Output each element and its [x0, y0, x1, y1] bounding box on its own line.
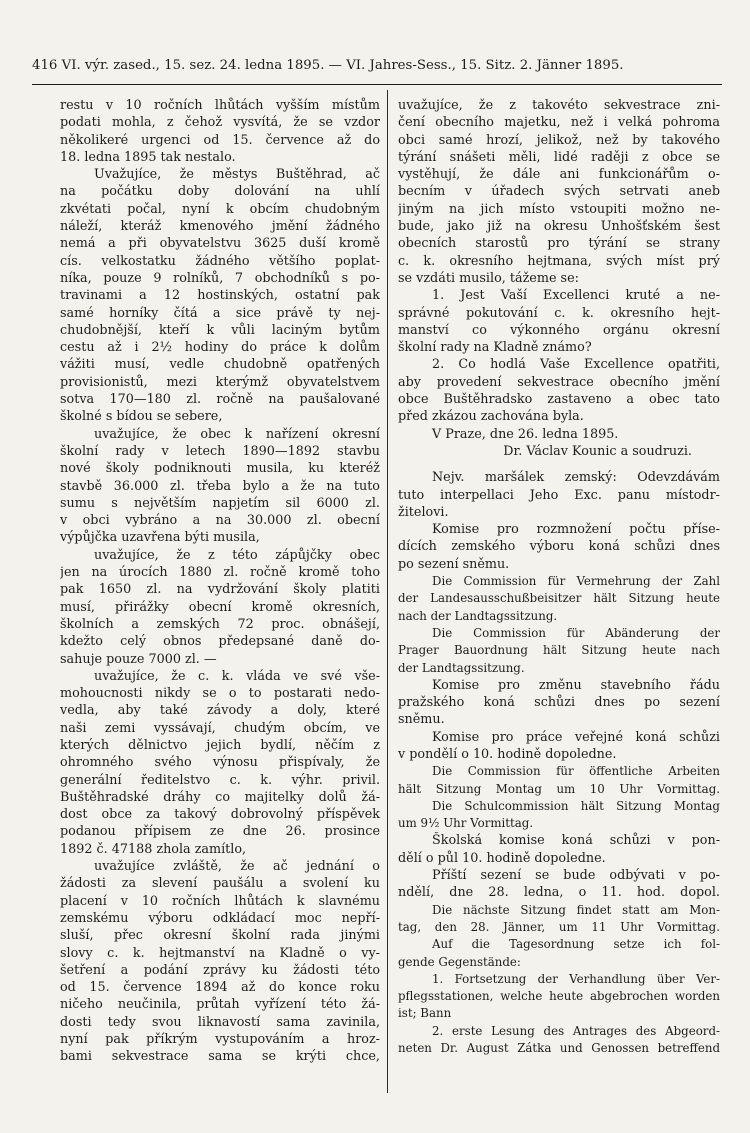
text-line: šetření a podání zprávy ku žádosti této	[60, 962, 380, 978]
text-line: školní rady v letech 1890—1892 stavbu	[60, 443, 380, 459]
text-line: Dr. Václav Kounic a soudruzi.	[503, 443, 692, 459]
text-line: ničeho neučinila, průtah vyřízení této žá-	[60, 997, 380, 1013]
text-line: v obci vybráno a na 30.000 zl. obecní	[60, 513, 380, 529]
text-line: dost obce za takový dobrovolný příspěvek	[60, 807, 380, 823]
text-line: žitelovi.	[398, 504, 449, 520]
text-line: obce Buštěhradsko zastaveno a obec tato	[398, 392, 720, 408]
text-line: od 15. července 1894 až do konce roku	[60, 980, 380, 996]
text-line: sotva 170—180 zl. ročně na paušalované	[60, 392, 380, 408]
header-title: VI. výr. zased., 15. sez. 24. ledna 1895. — VI. Jahres-Sess., 15. Sitz. 2. Jänner 1895.	[61, 58, 624, 73]
text-line: uvažujíce, že z takovéto sekvestrace zni-	[398, 98, 720, 113]
text-line: travinami a 12 hostinských, ostatní pak	[60, 288, 380, 304]
text-line: samé horníky čítá a sice právě ty nej-	[60, 305, 380, 321]
text-line: ist; Bann	[398, 1006, 452, 1021]
text-line: jiným na jich místo vstoupiti možno ne-	[398, 201, 720, 217]
text-line: slovy c. k. hejtmanství na Kladně o vy-	[60, 945, 380, 961]
text-line: žádosti za slevení paušálu a svolení ku	[60, 876, 380, 892]
text-line: se vzdáti musilo, tážeme se:	[398, 270, 579, 286]
text-line: Die Commission für öffentliche Arbeiten	[432, 764, 720, 779]
text-line: Komise pro práce veřejné koná schůzi	[432, 729, 720, 745]
text-line: sumu s největším napjetím sil 6000 zl.	[60, 495, 380, 511]
text-line: musí, přirážky obecní kromě okresních,	[60, 599, 380, 615]
text-line: náleží, kteráž kmenového jmění žádného	[60, 219, 380, 235]
text-line: vážiti musí, vedle chudobně opatřených	[60, 357, 380, 373]
text-line: níka, pouze 9 rolníků, 7 obchodníků s po-	[60, 270, 380, 286]
text-line: provisionistů, mezi kterýmž obyvatelstvem	[60, 374, 380, 390]
text-line: zkvétati počal, nyní k obcím chudobným	[60, 201, 380, 217]
column-divider	[387, 90, 388, 1093]
text-line: der Landesausschußbeisitzer hält Sitzung heute	[398, 591, 720, 606]
text-line: podati mohla, z čehož vysvítá, že se vzdor	[60, 115, 380, 131]
text-line: školní rady na Kladně známo?	[398, 340, 592, 356]
text-line: kterých dělnictvo jejich bydlí, něčím z	[60, 737, 380, 753]
text-line: c. k. okresního hejtmana, svých míst prý	[398, 253, 720, 269]
text-line: cís. velkostatku žádného většího poplat-	[60, 253, 380, 269]
text-line: sněmu.	[398, 712, 445, 728]
text-line: Komise pro rozmnožení počtu příse-	[432, 522, 720, 538]
text-line: mohoucnosti nikdy se o to postarati nedo-	[60, 686, 380, 702]
text-line: Die Schulcommission hält Sitzung Montag	[432, 798, 720, 813]
page-header	[32, 58, 722, 73]
text-line: jen na úrocích 1880 zl. ročně kromě toho	[60, 565, 380, 581]
text-line: Uvažujíce, že městys Buštěhrad, ač	[94, 167, 380, 183]
text-line: restu v 10 ročních lhůtách vyšším místům	[60, 98, 380, 113]
text-line: před zkázou zachována byla.	[398, 409, 584, 425]
text-line: 18. ledna 1895 tak nestalo.	[60, 149, 236, 165]
text-line: Die Commission für Vermehrung der Zahl	[432, 574, 720, 589]
text-line: tag, den 28. Jänner, um 11 Uhr Vormittag.	[398, 919, 720, 934]
text-line: Die nächste Sitzung findet statt am Mon-	[432, 902, 720, 917]
text-line: vedla, aby také závody a doly, které	[60, 703, 380, 719]
text-line: 2. erste Lesung des Antrages des Abgeord-	[432, 1023, 720, 1038]
text-line: bami sekvestrace sama se krýti chce,	[60, 1049, 380, 1065]
text-line	[398, 460, 720, 469]
text-line: obci samé hrozí, jelikož, než by takového	[398, 132, 720, 148]
text-line: Školská komise koná schůzi v pon-	[432, 833, 720, 849]
text-line: V Praze, dne 26. ledna 1895.	[432, 426, 619, 442]
text-line: ndělí, dne 28. ledna, o 11. hod. dopol.	[398, 885, 720, 901]
text-line: stavbě 36.000 zl. třeba bylo a že na tuto	[60, 478, 380, 494]
text-line: vystěhují, že dále ani funkcionářům o-	[398, 167, 720, 183]
text-line: ohromného svého výnosu přispívaly, že	[60, 755, 380, 771]
text-line: cestu až i 2½ hodiny do práce k dolům	[60, 340, 380, 356]
text-line: správné pokutování c. k. okresního hejt-	[398, 305, 720, 321]
text-line: placení v 10 ročních lhůtách k slavnému	[60, 893, 380, 909]
text-line: 1892 č. 47188 zhola zamítlo,	[60, 841, 247, 857]
text-line: dělí o půl 10. hodině dopoledne.	[398, 850, 606, 866]
text-line: chudobnější, kteří k vůli laciným bytům	[60, 322, 380, 338]
text-line: školné s bídou se sebere,	[60, 409, 223, 425]
text-line: sahuje pouze 7000 zl. —	[60, 651, 217, 667]
text-line: naši zemi vyssávají, chudým obcím, ve	[60, 720, 380, 736]
text-line: po sezení sněmu.	[398, 556, 510, 572]
text-line: sluší, přec okresní školní rada jinými	[60, 928, 380, 944]
text-line: podanou přípisem ze dne 26. prosince	[60, 824, 380, 840]
text-line: několikeré urgenci od 15. července až do	[60, 132, 380, 148]
text-line: školních a zemských 72 proc. obnášejí,	[60, 616, 380, 632]
text-line: nové školy podniknouti musila, ku kteréž	[60, 461, 380, 477]
header-rule	[32, 84, 722, 85]
text-line: 2. Co hodlá Vaše Excellence opatřiti,	[432, 357, 720, 373]
text-line: Komise pro změnu stavebního řádu	[432, 677, 720, 693]
text-line: manství co výkonného orgánu okresní	[398, 322, 720, 338]
text-line: na počátku doby dolování na uhlí	[60, 184, 380, 200]
text-line: dosti tedy svou liknavostí sama zavinila,	[60, 1014, 380, 1030]
text-line: der Landtagssitzung.	[398, 660, 525, 675]
text-line: obecních starostů pro týrání se strany	[398, 236, 720, 252]
text-line: aby provedení sekvestrace obecního jmění	[398, 374, 720, 390]
text-line: nemá a při obyvatelstvu 3625 duší kromě	[60, 236, 380, 252]
text-line: Prager Bauordnung hält Sitzung heute nach	[398, 643, 720, 658]
page-number: 416	[32, 58, 58, 73]
text-line: 1. Jest Vaší Excellenci kruté a ne-	[432, 288, 720, 304]
text-line: nach der Landtagssitzung.	[398, 608, 558, 623]
left-column	[60, 97, 380, 1066]
text-line: čení obecního majetku, než i velká pohroma	[398, 115, 720, 131]
text-line: pak 1650 zl. na vydržování školy platiti	[60, 582, 380, 598]
text-line: Auf die Tagesordnung setze ich fol-	[432, 937, 720, 952]
text-line: kdežto celý obnos předepsané daně do-	[60, 634, 380, 650]
text-line: pražského koná schůzi dnes po sezení	[398, 695, 720, 711]
text-line: 1. Fortsetzung der Verhandlung über Ver-	[432, 971, 720, 986]
text-line: výpůjčka uzavřena býti musila,	[60, 530, 260, 546]
text-line: dících zemského výboru koná schůzi dnes	[398, 539, 720, 555]
text-line: gende Gegenstände:	[398, 954, 521, 969]
text-line: Die Commission für Abänderung der	[432, 625, 720, 640]
text-line: neten Dr. August Zátka und Genossen betreffend	[398, 1041, 720, 1056]
text-line: v pondělí o 10. hodině dopoledne.	[398, 746, 617, 762]
text-line: pflegsstationen, welche heute abgebrochen worden	[398, 989, 720, 1004]
text-line: Nejv. maršálek zemský: Odevzdávám	[432, 470, 720, 486]
text-line: bude, jako již na okresu Unhošťském šest	[398, 219, 720, 235]
text-line: týrání snášeti měli, lidé raději z obce se	[398, 149, 720, 165]
text-line: uvažujíce zvláště, že ač jednání o	[94, 859, 380, 875]
text-line: Buštěhradské dráhy co majitelky dolů žá-	[60, 789, 380, 805]
text-line: nyní pak příkrým vystupováním a hroz-	[60, 1032, 380, 1048]
text-line: becním v úřadech svých setrvati aneb	[398, 184, 720, 200]
text-line: um 9½ Uhr Vormittag.	[398, 816, 534, 831]
text-line: generální ředitelstvo c. k. výhr. privil.	[60, 772, 380, 788]
text-line: zemskému výboru odkládací moc nepří-	[60, 910, 380, 926]
text-line: uvažujíce, že c. k. vláda ve své vše-	[94, 668, 380, 684]
right-column	[398, 97, 720, 1057]
text-line: uvažujíce, že z této zápůjčky obec	[94, 547, 380, 563]
text-line: tuto interpellaci Jeho Exc. panu místodr-	[398, 487, 720, 503]
text-line: uvažujíce, že obec k nařízení okresní	[94, 426, 380, 442]
text-line: Příští sezení se bude odbývati v po-	[432, 868, 720, 884]
text-line: hält Sitzung Montag um 10 Uhr Vormittag.	[398, 781, 720, 796]
